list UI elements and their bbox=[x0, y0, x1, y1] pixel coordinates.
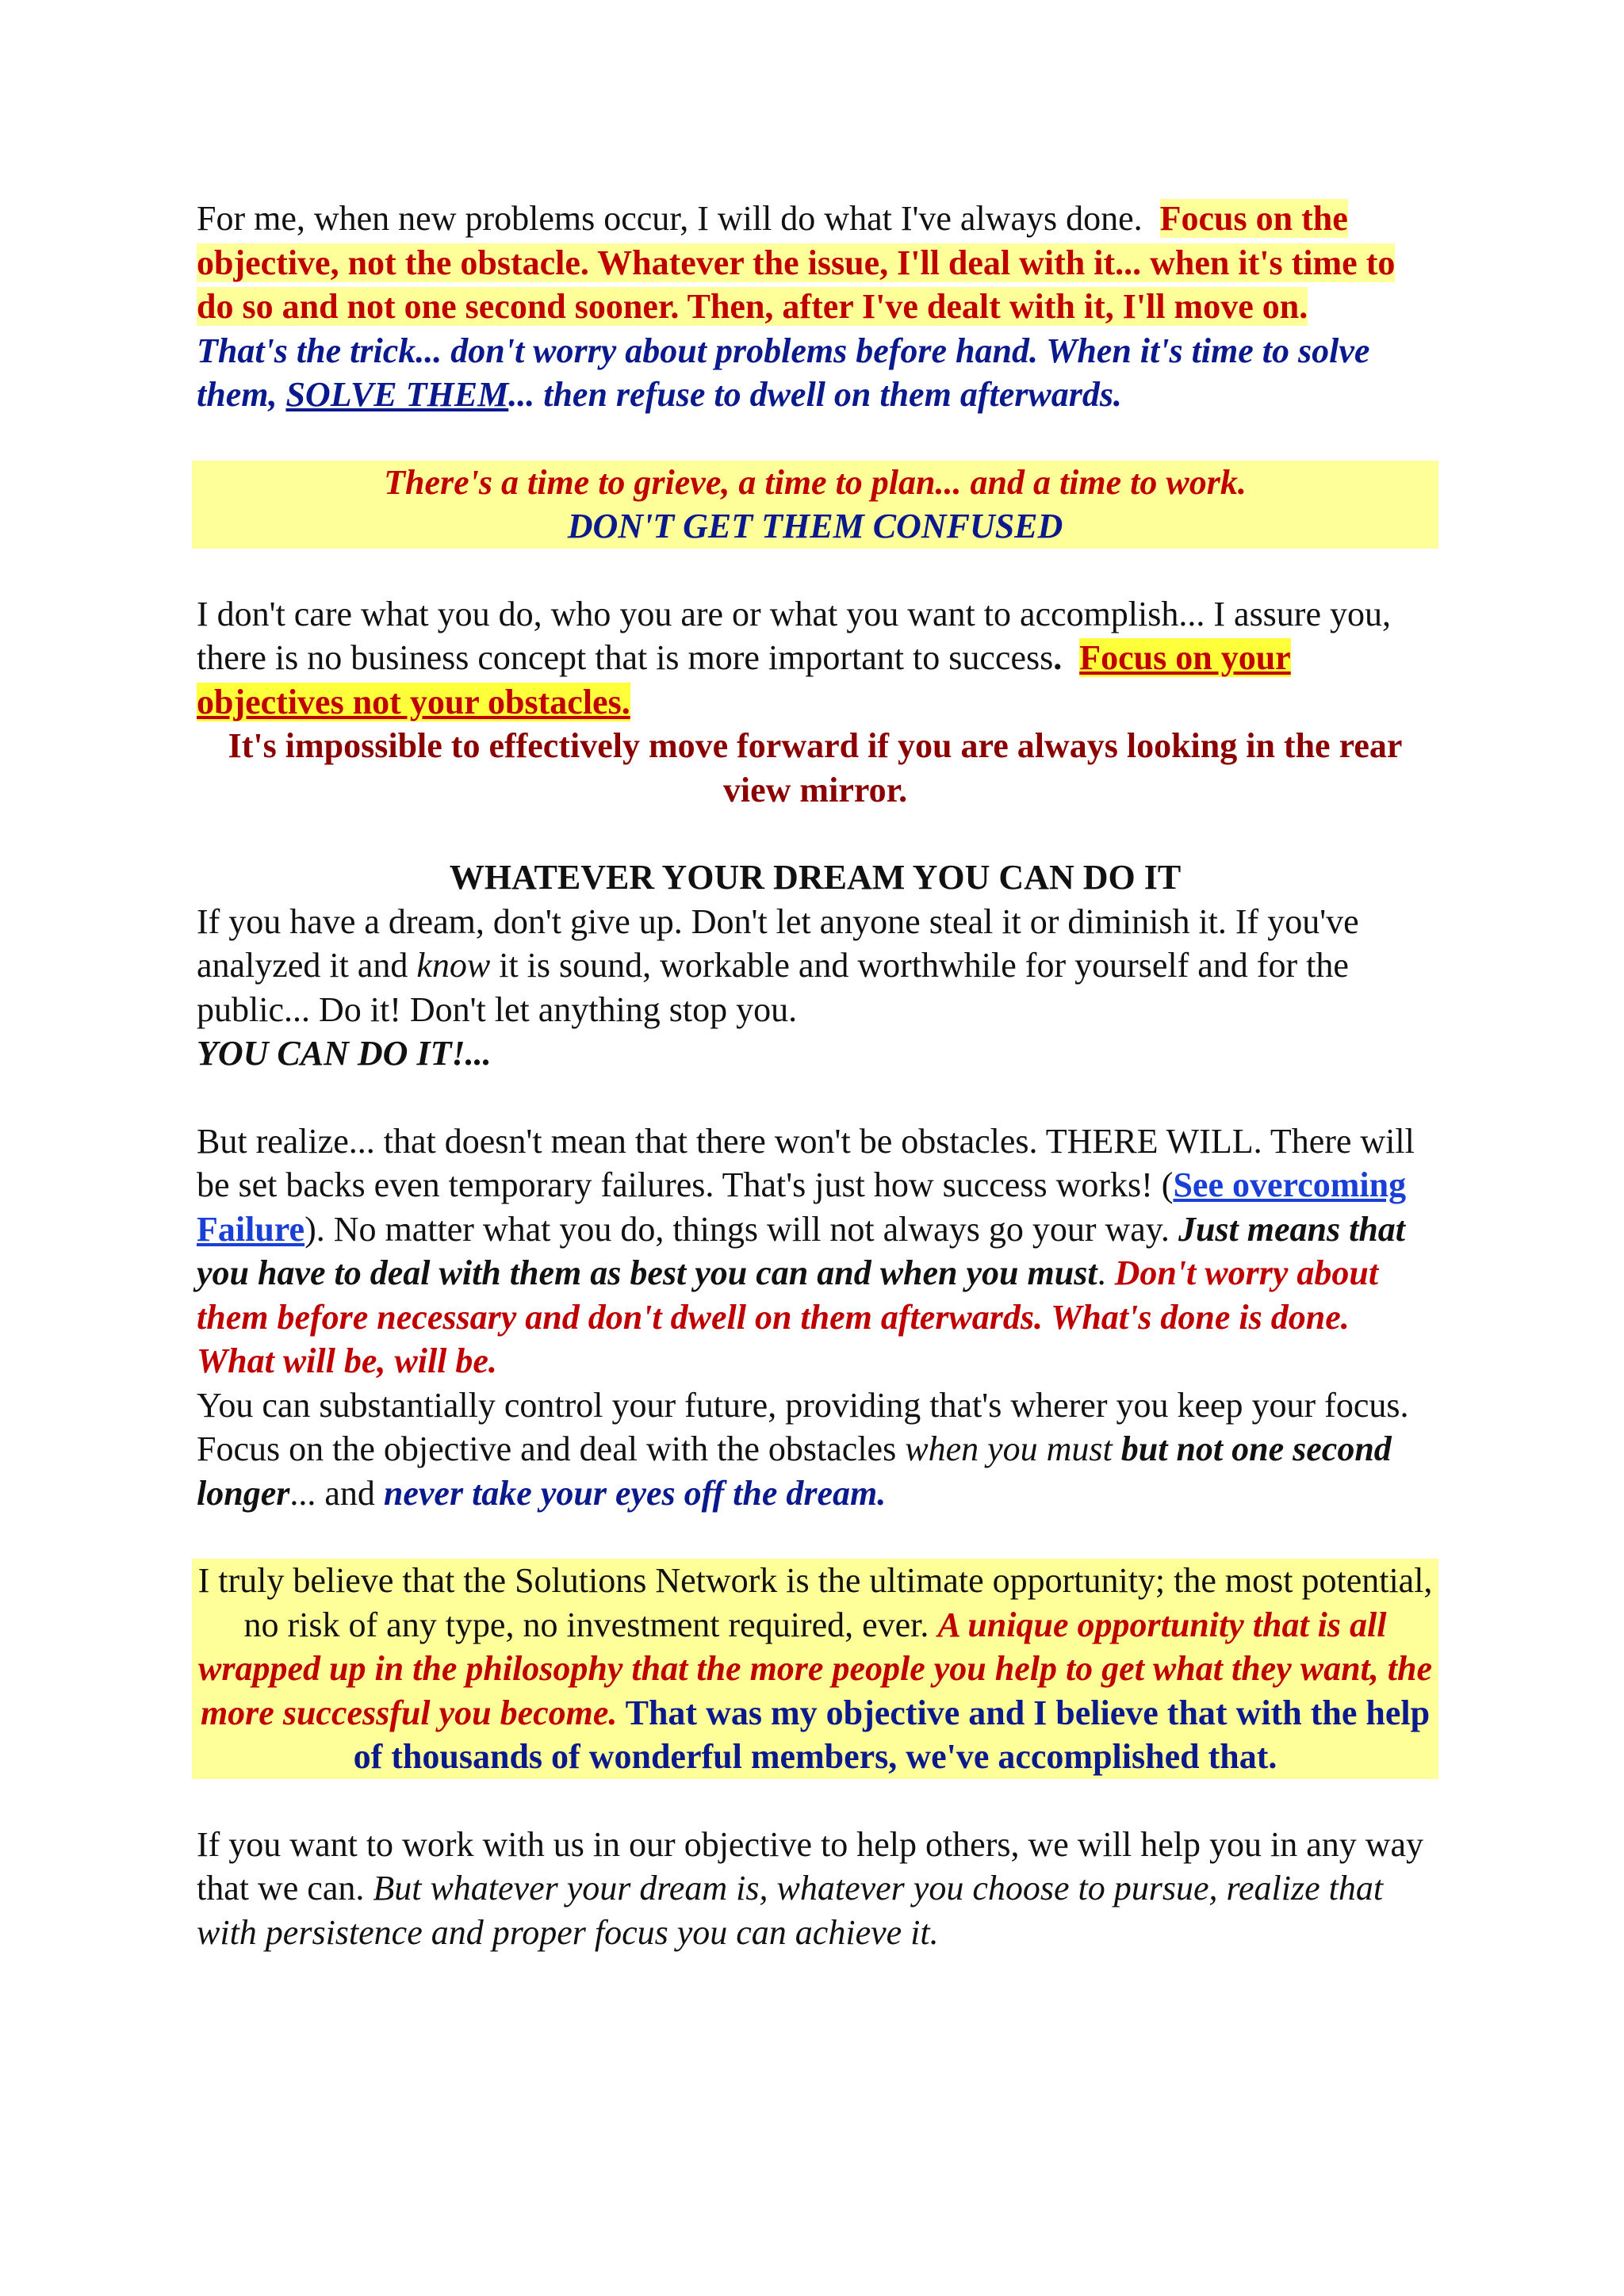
dream-text-2: it is sound, workable and worthwhile for yourself and for the public... Do it! Don't let anything stop you. bbox=[197, 946, 1349, 1029]
deal-with-them-text: Just means that you have to deal with them as best you can and when you must bbox=[197, 1209, 1406, 1292]
obstacles-period: . bbox=[1097, 1253, 1115, 1292]
overcoming-failure-link[interactable]: See overcoming Failure bbox=[197, 1165, 1407, 1249]
trick-text-2: ... then refuse to dwell on them afterwards. bbox=[508, 375, 1122, 414]
obstacles-text-1: But realize... that doesn't mean that there won't be obstacles. THERE WILL. There will be set backs even temporary failures. That's just how success works! ( bbox=[197, 1121, 1415, 1204]
work-with-us-text: If you want to work with us in our objective to help others, we will help you in any way that we can. bbox=[197, 1824, 1424, 1908]
focus-objectives-highlight: Focus on your objectives not your obstacles. bbox=[197, 638, 1291, 721]
dont-get-confused-line: DON'T GET THEM CONFUSED bbox=[567, 507, 1063, 545]
you-can-do-it-text: YOU CAN DO IT!... bbox=[197, 1034, 492, 1073]
objective-accomplished-text: That was my objective and I believe that with the help of thousands of wonderful members, we've accomplished that. bbox=[353, 1693, 1431, 1776]
control-future-text: You can substantially control your future, providing that's wherer you keep your focus. Focus on the objective and deal with the obstacles bbox=[197, 1385, 1409, 1468]
section-heading: WHATEVER YOUR DREAM YOU CAN DO IT bbox=[449, 858, 1182, 897]
time-to-grieve-box bbox=[192, 461, 1438, 549]
paragraph-work-with-us bbox=[197, 1823, 1434, 1955]
persistence-text: But whatever your dream is, whatever you choose to pursue, realize that with persistence and proper focus you can achieve it. bbox=[197, 1869, 1384, 1952]
know-text: know bbox=[416, 946, 491, 985]
dont-worry-text: Don't worry about them before necessary and don't dwell on them afterwards. What's done is done. What will be, will be. bbox=[197, 1253, 1379, 1380]
trick-text-1: That's the trick... don't worry about problems before hand. When it's time to solve them, bbox=[197, 331, 1370, 414]
obstacles-text-2: ). No matter what you do, things will not always go your way. bbox=[304, 1209, 1178, 1249]
unique-opportunity-text: A unique opportunity that is all wrapped up in the philosophy that the more people you help to get what they want, the more successful you become. bbox=[197, 1605, 1432, 1732]
business-concept-period: . bbox=[1053, 638, 1063, 677]
paragraph-dream bbox=[197, 900, 1434, 1032]
time-to-grieve-line: There's a time to grieve, a time to plan... and a time to work. bbox=[384, 462, 1247, 502]
solutions-network-text: I truly believe that the Solutions Network is the ultimate opportunity; the most potential, no risk of any type, no investment required, ever. bbox=[197, 1561, 1433, 1644]
when-you-must-text: when you must bbox=[905, 1429, 1113, 1468]
paragraph-problems bbox=[197, 197, 1434, 329]
paragraph-business-concept bbox=[197, 592, 1434, 725]
problems-intro-text: For me, when new problems occur, I will do what I've always done. bbox=[197, 199, 1143, 238]
document-body bbox=[197, 197, 1434, 1954]
dream-text-1: If you have a dream, don't give up. Don't let anyone steal it or diminish it. If you've analyzed it and bbox=[197, 901, 1359, 985]
never-take-eyes-off-text: never take your eyes off the dream. bbox=[383, 1473, 887, 1513]
rear-view-mirror-text: It's impossible to effectively move forward if you are always looking in the rear view mirror. bbox=[228, 726, 1403, 809]
paragraph-obstacles bbox=[197, 1119, 1434, 1383]
paragraph-control-future bbox=[197, 1383, 1434, 1516]
business-concept-text: I don't care what you do, who you are or what you want to accomplish... I assure you, there is no business concept that is more important to success bbox=[197, 594, 1391, 677]
paragraph-trick bbox=[197, 329, 1434, 417]
not-one-second-longer-text: but not one second longer bbox=[197, 1429, 1392, 1513]
solve-them-text: SOLVE THEM bbox=[285, 375, 509, 414]
solutions-network-box bbox=[192, 1559, 1438, 1779]
focus-objective-highlight: Focus on the objective, not the obstacle. Whatever the issue, I'll deal with it... when it's time to do so and not one second sooner. Then, after I've dealt with it, I'll move on. bbox=[197, 199, 1396, 326]
and-text: ... and bbox=[289, 1473, 384, 1513]
